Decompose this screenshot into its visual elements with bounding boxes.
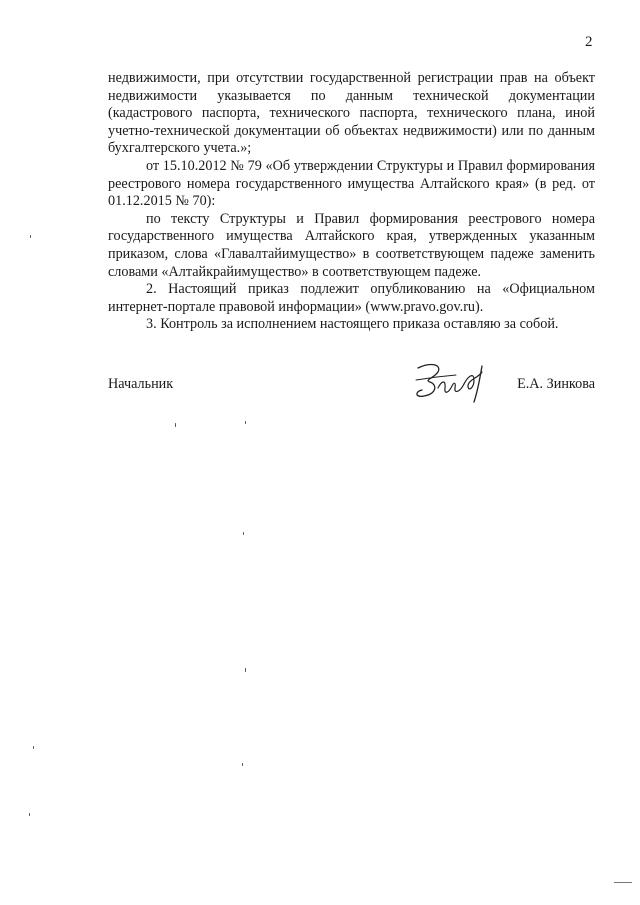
scan-speck [245,421,246,424]
edge-mark [614,882,632,883]
paragraph-continuation: недвижимости, при отсутствии государственной регистрации прав на объект недвижимости указывается по данным технической документации (кадастрового паспорта, технического паспорта, технического плана, иной учетно-технической документации об объектах недвижимости) или по данным бухгалтерского учета.»; [108,70,595,157]
signer-name: Е.А. Зинкова [517,376,595,392]
paragraph-replacement-clause: по тексту Структуры и Правил формирования реестрового номера государственного имущества Алтайского края, утвержденных указанным приказом, слова «Главалтайимущество» в соответствующем падеже заменить словами «Алтайкрайимущество» в соответствующем падеже. [108,210,595,280]
scan-speck [243,532,244,535]
page-number: 2 [585,34,593,50]
signer-title: Начальник [108,376,174,392]
scan-speck [30,235,31,238]
document-body [108,70,595,334]
scan-speck [33,746,34,749]
paragraph-order-reference: от 15.10.2012 № 79 «Об утверждении Структуры и Правил формирования реестрового номера государственного имущества Алтайского края» (в ред. от 01.12.2015 № 70): [108,157,595,210]
paragraph-control-clause: 3. Контроль за исполнением настоящего приказа оставляю за собой. [146,316,559,333]
paragraph-publication-clause: 2. Настоящий приказ подлежит опубликованию на «Официальном интернет-портале правовой информации» (www.pravo.gov.ru). [108,281,595,315]
scan-speck [245,668,246,672]
scan-speck [29,813,30,816]
scan-speck [175,423,176,427]
handwritten-signature [408,358,492,408]
scan-speck [242,763,243,766]
signature-block [108,376,595,406]
